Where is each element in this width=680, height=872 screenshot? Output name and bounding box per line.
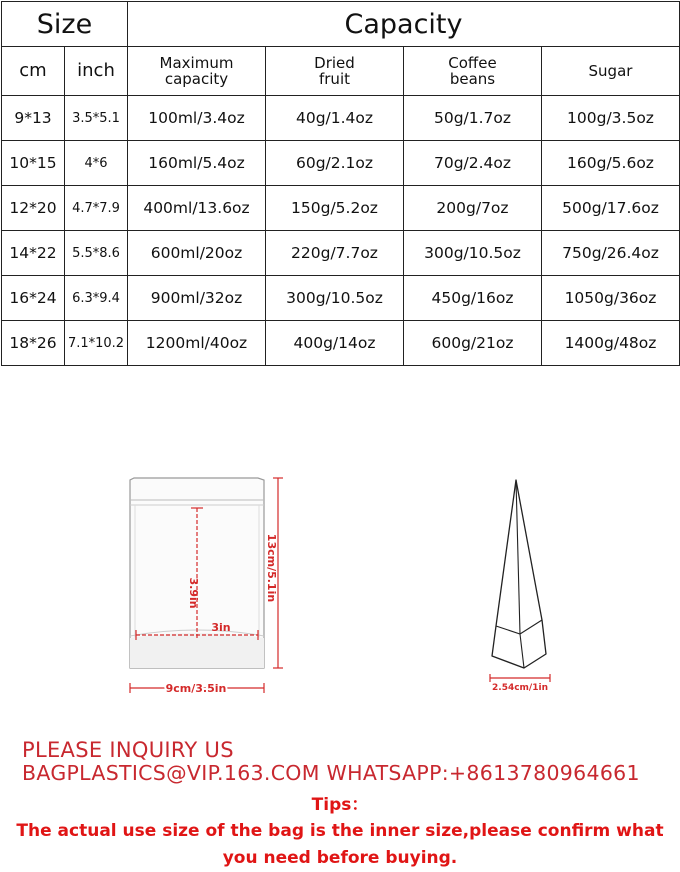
cell-dried-fruit: 60g/2.1oz <box>266 141 404 186</box>
size-header: Size <box>2 2 128 47</box>
cell-coffee-beans: 50g/1.7oz <box>404 96 542 141</box>
column-header-inch: inch <box>65 47 128 96</box>
cell-coffee-beans: 300g/10.5oz <box>404 231 542 276</box>
cell-dried-fruit: 40g/1.4oz <box>266 96 404 141</box>
cell-maximum-capacity: 900ml/32oz <box>128 276 266 321</box>
height-label: 13cm/5.1in <box>265 533 278 603</box>
cell-inch: 3.5*5.1 <box>65 96 128 141</box>
cell-sugar: 1400g/48oz <box>542 321 680 366</box>
cell-maximum-capacity: 1200ml/40oz <box>128 321 266 366</box>
cell-dried-fruit: 150g/5.2oz <box>266 186 404 231</box>
column-header-maximum-capacity: Maximum capacity <box>128 47 266 96</box>
width-label: 9cm/3.5in <box>165 682 227 695</box>
column-header-dried-fruit: Dried fruit <box>266 47 404 96</box>
cell-cm: 12*20 <box>2 186 65 231</box>
cell-sugar: 100g/3.5oz <box>542 96 680 141</box>
column-header-sugar: Sugar <box>542 47 680 96</box>
cell-inch: 7.1*10.2 <box>65 321 128 366</box>
cell-coffee-beans: 70g/2.4oz <box>404 141 542 186</box>
table-row <box>2 96 680 141</box>
cell-inch: 4.7*7.9 <box>65 186 128 231</box>
cell-maximum-capacity: 160ml/5.4oz <box>128 141 266 186</box>
gusset-fill <box>130 633 264 668</box>
table-row <box>2 276 680 321</box>
bag-front-diagram <box>118 468 298 698</box>
capacity-header: Capacity <box>128 2 680 47</box>
cell-cm: 9*13 <box>2 96 65 141</box>
cell-coffee-beans: 200g/7oz <box>404 186 542 231</box>
cell-dried-fruit: 220g/7.7oz <box>266 231 404 276</box>
cell-maximum-capacity: 400ml/13.6oz <box>128 186 266 231</box>
column-header-coffee-beans: Coffee beans <box>404 47 542 96</box>
bag-side-diagram <box>470 478 570 700</box>
cell-sugar: 160g/5.6oz <box>542 141 680 186</box>
inner-height-label: 3.9in <box>187 577 200 609</box>
cell-inch: 5.5*8.6 <box>65 231 128 276</box>
cell-maximum-capacity: 600ml/20oz <box>128 231 266 276</box>
table-row <box>2 321 680 366</box>
cell-dried-fruit: 400g/14oz <box>266 321 404 366</box>
cell-inch: 6.3*9.4 <box>65 276 128 321</box>
cell-sugar: 1050g/36oz <box>542 276 680 321</box>
column-header-cm: cm <box>2 47 65 96</box>
cell-cm: 10*15 <box>2 141 65 186</box>
tips-text: The actual use size of the bag is the inner size,please confirm what you need before buying. <box>16 821 664 868</box>
cell-cm: 18*26 <box>2 321 65 366</box>
capacity-table <box>1 1 680 366</box>
table-row <box>2 141 680 186</box>
bag-side-svg <box>470 478 570 700</box>
cell-sugar: 500g/17.6oz <box>542 186 680 231</box>
inner-width-label: 3in <box>211 621 231 634</box>
cell-cm: 14*22 <box>2 231 65 276</box>
table-row <box>2 186 680 231</box>
side-outline <box>492 480 546 668</box>
table-row <box>2 231 680 276</box>
contact-text: BAGPLASTICS@VIP.163.COM WHATSAPP:+8613780964661 <box>22 761 640 785</box>
cell-sugar: 750g/26.4oz <box>542 231 680 276</box>
tips-title: Tips： <box>311 795 369 815</box>
cell-inch: 4*6 <box>65 141 128 186</box>
inquiry-text: PLEASE INQUIRY US <box>22 738 234 762</box>
cell-maximum-capacity: 100ml/3.4oz <box>128 96 266 141</box>
bag-front-svg <box>118 468 298 698</box>
cell-coffee-beans: 600g/21oz <box>404 321 542 366</box>
cell-cm: 16*24 <box>2 276 65 321</box>
cell-coffee-beans: 450g/16oz <box>404 276 542 321</box>
bottom-width-label: 2.54cm/1in <box>492 683 548 693</box>
cell-dried-fruit: 300g/10.5oz <box>266 276 404 321</box>
